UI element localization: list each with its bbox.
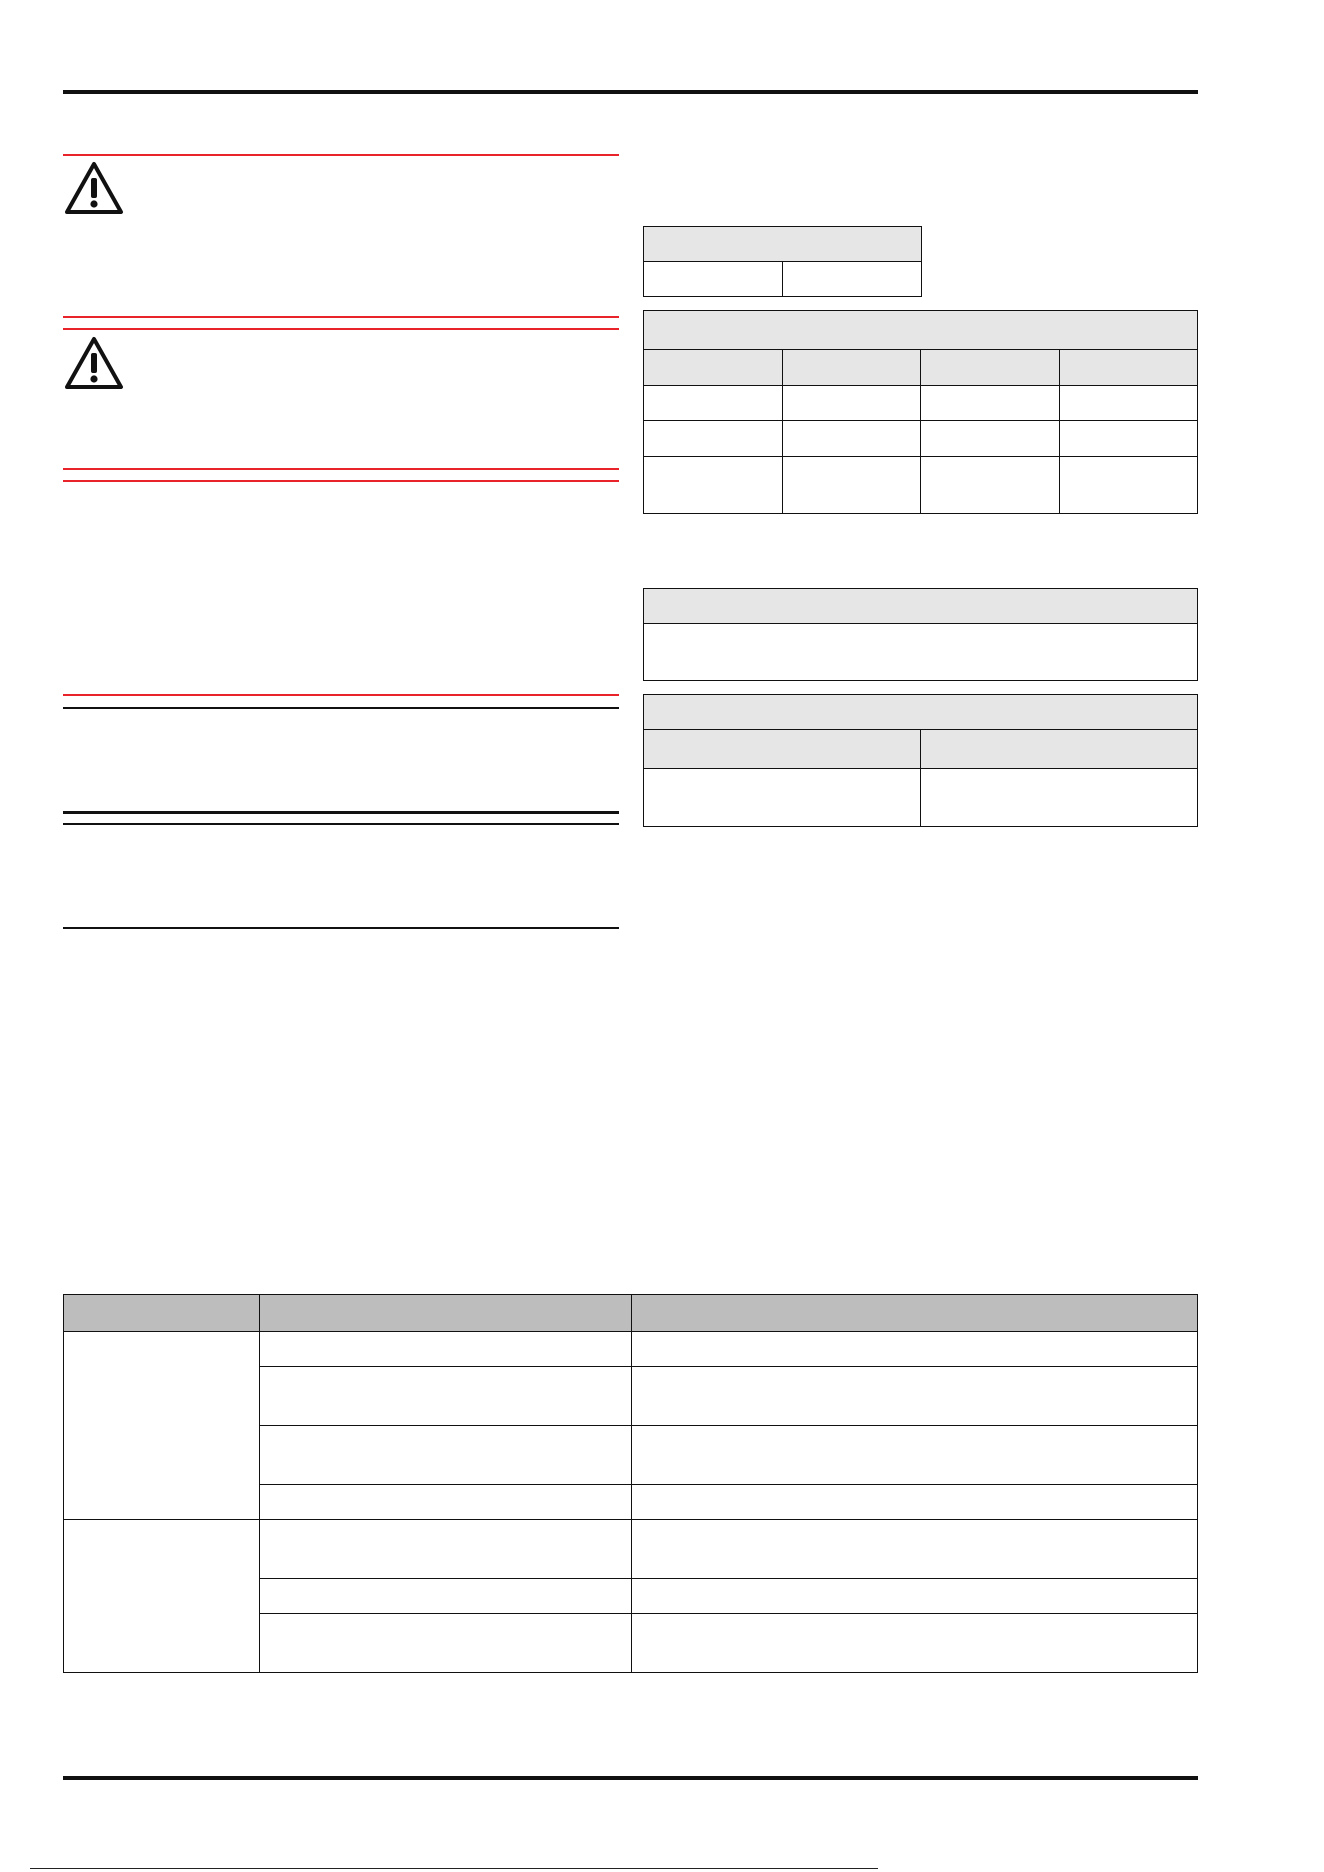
table-cell <box>644 624 1198 681</box>
small-table-header <box>644 227 922 262</box>
warning-rule-red <box>63 468 619 470</box>
group-label <box>64 1332 260 1520</box>
table-cell <box>260 1426 632 1485</box>
warning-rule-red <box>63 328 619 330</box>
table-cell <box>644 421 783 457</box>
table-cell <box>782 421 921 457</box>
table-cell <box>1059 421 1198 457</box>
table-cell <box>260 1614 632 1673</box>
table-cell <box>632 1332 1198 1367</box>
main-table <box>63 1294 1198 1673</box>
column-header <box>921 730 1198 769</box>
warning-rule-red <box>63 480 619 482</box>
warning-triangle-icon <box>63 335 125 391</box>
column-header <box>64 1295 260 1332</box>
table-cell <box>632 1485 1198 1520</box>
header-rule <box>63 90 1198 94</box>
table-cell <box>632 1614 1198 1673</box>
note-rule-red <box>63 694 619 696</box>
column-header <box>782 350 921 386</box>
column-header <box>1059 350 1198 386</box>
note-rule-black <box>63 927 619 929</box>
table-cell <box>260 1367 632 1426</box>
table-cell <box>260 1485 632 1520</box>
pair-table-header <box>644 695 1198 730</box>
column-header <box>644 730 921 769</box>
table-cell <box>260 1579 632 1614</box>
small-table <box>643 226 922 297</box>
table-cell <box>644 457 783 514</box>
group-label <box>64 1520 260 1673</box>
table-cell <box>782 386 921 421</box>
pair-table <box>643 694 1198 827</box>
table-cell <box>644 262 783 297</box>
table-cell <box>632 1367 1198 1426</box>
table-cell <box>260 1332 632 1367</box>
note-table <box>643 588 1198 681</box>
column-header <box>260 1295 632 1332</box>
table-cell <box>783 262 922 297</box>
footer-rule <box>63 1776 1198 1780</box>
table-cell <box>632 1426 1198 1485</box>
spec-table <box>643 310 1198 514</box>
note-rule-black <box>63 811 619 814</box>
table-cell <box>921 457 1060 514</box>
table-cell <box>921 421 1060 457</box>
note-rule-black <box>63 823 619 825</box>
column-header <box>921 350 1060 386</box>
table-cell <box>921 386 1060 421</box>
table-cell <box>1059 386 1198 421</box>
table-cell <box>644 386 783 421</box>
warning-rule-red <box>63 316 619 318</box>
table-cell <box>260 1520 632 1579</box>
warning-triangle-icon <box>63 160 125 216</box>
table-cell <box>632 1579 1198 1614</box>
spec-table-header <box>644 311 1198 350</box>
table-cell <box>782 457 921 514</box>
warning-rule-red <box>63 154 619 156</box>
table-cell <box>1059 457 1198 514</box>
table-cell <box>921 769 1198 827</box>
footer-thin-rule <box>30 1868 878 1869</box>
note-table-header <box>644 589 1198 624</box>
table-cell <box>632 1520 1198 1579</box>
note-rule-black <box>63 707 619 709</box>
column-header <box>632 1295 1198 1332</box>
column-header <box>644 350 783 386</box>
table-cell <box>644 769 921 827</box>
